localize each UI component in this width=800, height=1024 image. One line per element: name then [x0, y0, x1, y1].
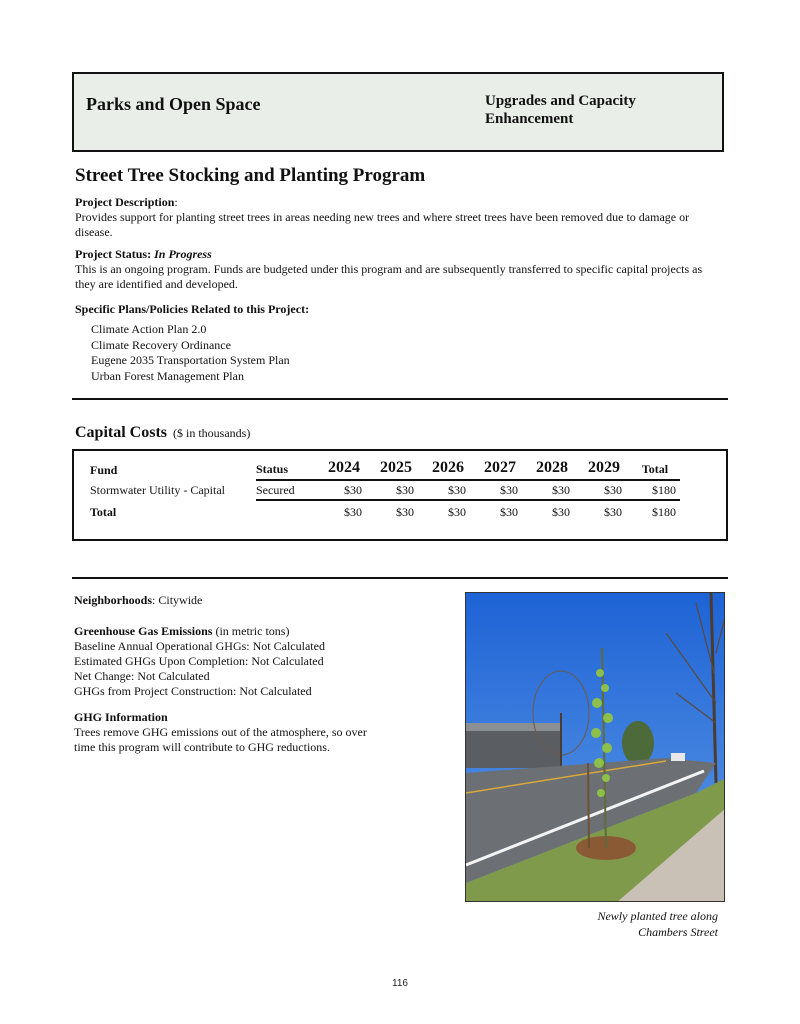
column-header: 2024	[328, 459, 360, 476]
cost-cell: $30	[526, 480, 578, 500]
table-total-row	[90, 500, 680, 520]
column-header: 2029	[588, 459, 620, 476]
ghg-label: Greenhouse Gas Emissions	[74, 624, 213, 638]
column-header: 2028	[536, 459, 568, 476]
divider	[72, 398, 728, 400]
neighborhoods-value: Citywide	[158, 593, 203, 607]
status-text: This is an ongoing program. Funds are budgeted under this program and are subsequently transferred to specific capital projects as they are identified and developed.	[75, 262, 703, 291]
description-label: Project Description	[75, 195, 175, 209]
table-row	[90, 480, 680, 500]
column-header: 2026	[432, 459, 464, 476]
capital-costs-table	[90, 459, 680, 520]
cost-cell: $30	[474, 480, 526, 500]
total-cell: $30	[474, 500, 526, 520]
cost-cell: $30	[422, 480, 474, 500]
ghg-emissions	[74, 624, 454, 699]
status-value: In Progress	[154, 247, 212, 261]
total-cell: $30	[422, 500, 474, 520]
ghg-information	[74, 710, 374, 755]
project-description: Project Description: Provides support for planting street trees in areas needing new trees and where street trees have been removed due to damage or disease.	[75, 195, 725, 240]
plan-item: Climate Action Plan 2.0	[91, 322, 207, 336]
total-cell: $30	[318, 500, 370, 520]
fund-status: Secured	[256, 480, 318, 500]
column-header: 2027	[484, 459, 516, 476]
ghg-line: Baseline Annual Operational GHGs: Not Calculated	[74, 639, 325, 653]
table-header-row	[90, 459, 680, 480]
ghg-info-label: GHG Information	[74, 710, 168, 724]
column-header: Fund	[90, 463, 118, 477]
total-cell: $30	[526, 500, 578, 520]
ghg-units: (in metric tons)	[215, 624, 290, 638]
capital-costs-title: Capital Costs	[75, 424, 168, 441]
capital-costs-units: ($ in thousands)	[173, 426, 251, 440]
ghg-line: Net Change: Not Calculated	[74, 669, 210, 683]
ghg-line: GHGs from Project Construction: Not Calculated	[74, 684, 312, 698]
plans-list	[91, 322, 290, 384]
ghg-line: Estimated GHGs Upon Completion: Not Calculated	[74, 654, 324, 668]
plans-heading-wrap	[75, 302, 725, 317]
column-header: 2025	[380, 459, 412, 476]
street-tree-photo	[466, 593, 725, 902]
project-details	[74, 593, 454, 766]
category-title: Parks and Open Space	[86, 94, 261, 114]
car	[671, 753, 685, 761]
building	[466, 728, 561, 768]
description-text: Provides support for planting street trees in areas needing new trees and where street trees have been removed due to damage or disease.	[75, 210, 690, 239]
plan-item: Eugene 2035 Transportation System Plan	[91, 353, 290, 367]
divider	[72, 577, 728, 579]
project-title: Street Tree Stocking and Planting Program	[75, 165, 426, 186]
total-cell: $30	[370, 500, 422, 520]
photo-caption: Newly planted tree along Chambers Street	[597, 909, 718, 939]
cost-cell: $30	[370, 480, 422, 500]
project-photo	[465, 592, 725, 902]
capital-costs-heading	[75, 424, 250, 442]
row-total: $180	[630, 480, 680, 500]
project-type: Upgrades and Capacity Enhancement	[485, 93, 636, 127]
column-header: Status	[256, 462, 289, 476]
plans-heading: Specific Plans/Policies Related to this Project:	[75, 302, 310, 316]
section-header-box	[72, 72, 724, 152]
page-number: 116	[392, 978, 408, 989]
column-header: Total	[641, 462, 669, 476]
grand-total: $180	[630, 500, 680, 520]
fund-name: Stormwater Utility - Capital	[90, 483, 225, 497]
neighborhoods: Neighborhoods: Citywide	[74, 593, 203, 607]
capital-costs-box	[72, 449, 728, 541]
total-cell: $30	[578, 500, 630, 520]
project-status: Project Status: In Progress This is an ongoing program. Funds are budgeted under this program and are subsequently transferred to specific capital projects as they are identified and developed.	[75, 247, 725, 292]
tree-stake	[588, 763, 589, 848]
ghg-info-text: Trees remove GHG emissions out of the atmosphere, so over time this program will contribute to GHG reductions.	[74, 725, 367, 754]
status-label: Project Status	[75, 247, 148, 261]
total-label: Total	[90, 504, 117, 519]
cost-cell: $30	[318, 480, 370, 500]
plan-item: Urban Forest Management Plan	[91, 368, 244, 383]
cost-cell: $30	[578, 480, 630, 500]
plan-item: Climate Recovery Ordinance	[91, 337, 231, 352]
